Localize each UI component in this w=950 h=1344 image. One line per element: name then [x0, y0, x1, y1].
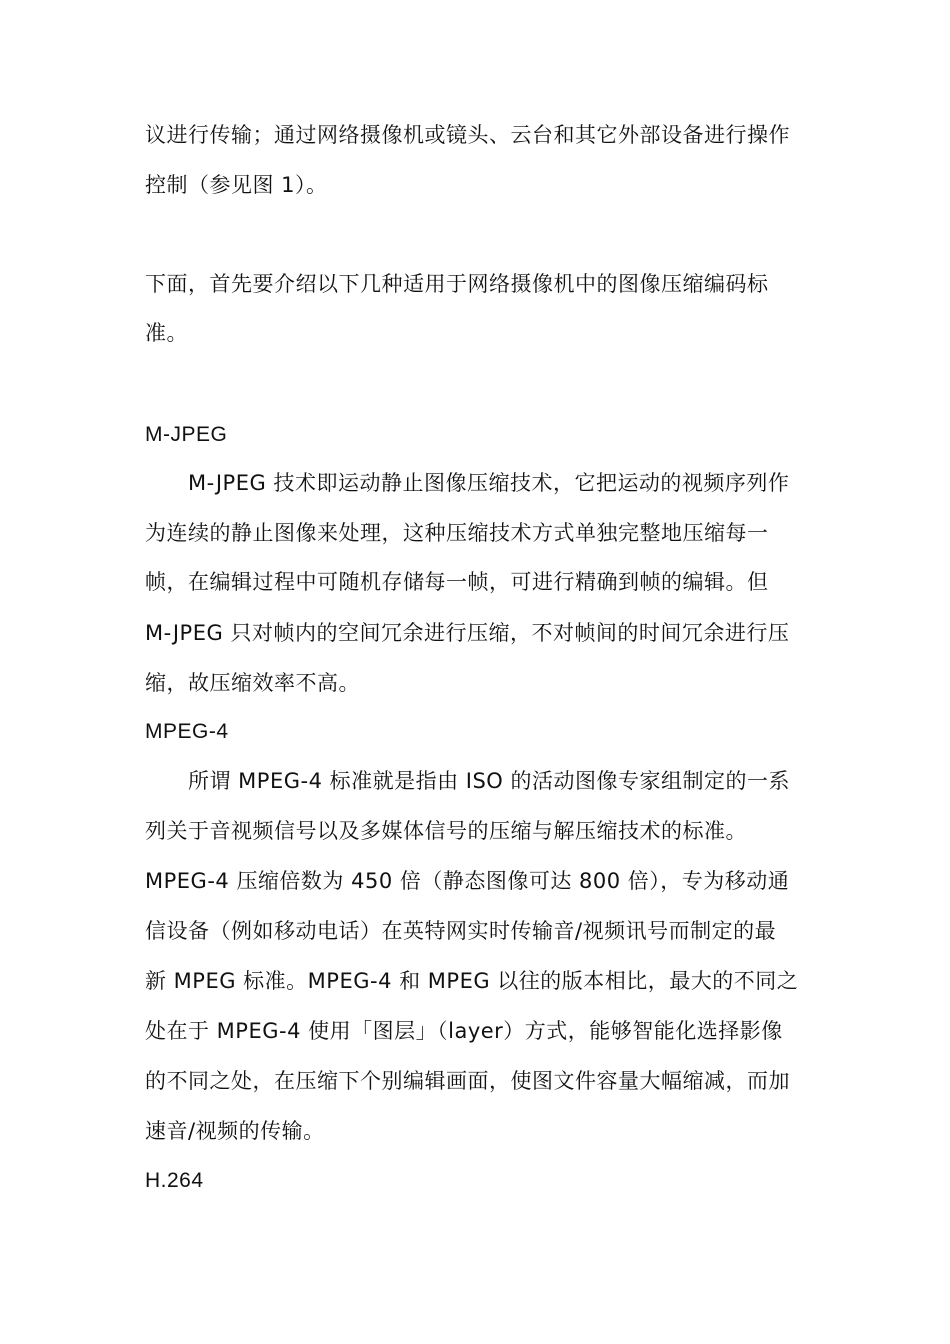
section-heading-mjpeg: M-JPEG [145, 423, 228, 446]
mjpeg-line-4: M-JPEG 只对帧内的空间冗余进行压缩，不对帧间的时间冗余进行压 [145, 621, 790, 645]
mpeg4-line-2: 列关于音视频信号以及多媒体信号的压缩与解压缩技术的标准。 [145, 819, 747, 843]
section-heading-mpeg4: MPEG-4 [145, 720, 229, 743]
mpeg4-line-4: 信设备（例如移动电话）在英特网实时传输音/视频讯号而制定的最 [145, 919, 777, 943]
preface-line-2: 准。 [145, 321, 188, 345]
intro-line-1: 议进行传输；通过网络摄像机或镜头、云台和其它外部设备进行操作 [145, 123, 790, 147]
mpeg4-line-3: MPEG-4 压缩倍数为 450 倍（静态图像可达 800 倍），专为移动通 [145, 869, 790, 893]
section-heading-h264: H.264 [145, 1169, 204, 1192]
mpeg4-line-8: 速音/视频的传输。 [145, 1119, 325, 1143]
mpeg4-line-6: 处在于 MPEG-4 使用「图层」（layer）方式，能够智能化选择影像 [145, 1019, 783, 1043]
mjpeg-line-1: M-JPEG 技术即运动静止图像压缩技术，它把运动的视频序列作 [188, 471, 790, 495]
intro-line-2: 控制（参见图 1）。 [145, 173, 328, 197]
mpeg4-line-7: 的不同之处，在压缩下个别编辑画面，使图文件容量大幅缩减，而加 [145, 1069, 790, 1093]
mjpeg-line-5: 缩，故压缩效率不高。 [145, 671, 360, 695]
mjpeg-line-3: 帧，在编辑过程中可随机存储每一帧，可进行精确到帧的编辑。但 [145, 570, 769, 594]
mpeg4-line-5: 新 MPEG 标准。MPEG-4 和 MPEG 以往的版本相比，最大的不同之 [145, 969, 799, 993]
mjpeg-line-2: 为连续的静止图像来处理，这种压缩技术方式单独完整地压缩每一 [145, 521, 769, 545]
preface-line-1: 下面，首先要介绍以下几种适用于网络摄像机中的图像压缩编码标 [145, 272, 769, 296]
mpeg4-line-1: 所谓 MPEG-4 标准就是指由 ISO 的活动图像专家组制定的一系 [188, 769, 791, 793]
